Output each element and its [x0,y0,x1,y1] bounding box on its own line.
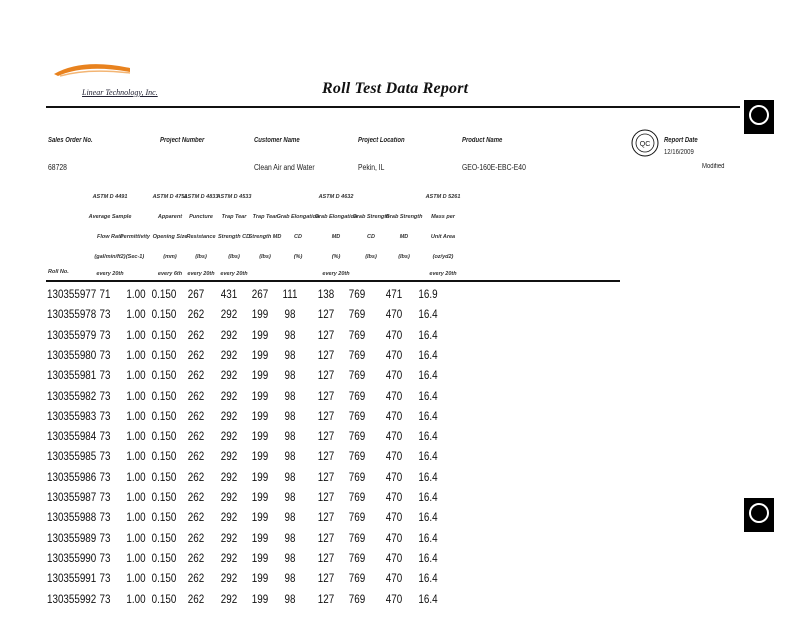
table-row [0,365,640,385]
roll-number-cell: 130355986 [47,469,97,484]
column-header-text: Mass per [431,214,455,220]
value-cell: 0.150 [151,327,177,342]
value-cell: 127 [317,490,335,504]
value-cell: 127 [317,388,335,403]
value-cell: 1.00 [126,550,146,565]
value-cell: 98 [284,510,296,525]
value-cell: 470 [385,347,403,362]
roll-number-cell: 130355981 [47,368,97,383]
value-cell: 199 [251,449,269,464]
column-header-text: every 6th [157,271,183,277]
value-cell: 127 [317,449,335,464]
value-cell: 292 [220,429,238,444]
value-cell: 470 [385,490,403,504]
value-cell: 0.150 [151,490,177,504]
table-row [0,487,640,507]
column-header-text: Flow Rate [97,234,123,240]
value-cell: 471 [385,287,403,301]
logo-swoosh-icon [52,56,132,78]
value-cell: 127 [317,347,335,362]
roll-number-cell: 130355979 [47,327,97,342]
value-cell: 1.00 [126,307,146,322]
product-label: Product Name [462,137,503,144]
value-cell: 262 [187,591,205,606]
value-cell: 199 [251,571,269,586]
value-cell: 769 [348,327,366,342]
roll-number-cell: 130355980 [47,347,97,362]
value-cell: 1.00 [126,510,146,525]
value-cell: 262 [187,307,205,322]
value-cell: 98 [284,388,296,403]
value-cell: 262 [187,550,205,565]
value-cell: 292 [220,591,238,606]
value-cell: 769 [348,388,366,403]
value-cell: 267 [187,287,205,301]
header-rule [46,280,620,282]
value-cell: 1.00 [126,287,146,301]
value-cell: 127 [317,327,335,342]
column-header-text: ASTM D 4632 [318,194,354,200]
value-cell: 16.4 [418,571,438,586]
roll-number-cell: 130355991 [47,571,97,586]
value-cell: 262 [187,571,205,586]
value-cell: 0.150 [151,388,177,403]
value-cell: 470 [385,368,403,383]
value-cell: 16.4 [418,307,438,322]
column-header-text: MD [331,234,341,240]
value-cell: 262 [187,388,205,403]
value-cell: 16.4 [418,510,438,525]
value-cell: 1.00 [126,571,146,586]
roll-number-cell: 130355984 [47,429,97,444]
value-cell: 127 [317,469,335,484]
value-cell: 470 [385,388,403,403]
sales-order-value: 68728 [48,163,67,172]
value-cell: 73 [99,327,111,342]
value-cell: 199 [251,408,269,423]
roll-number-cell: 130355983 [47,408,97,423]
column-header-text: Trap Tear [252,214,278,220]
report-date-value: 12/16/2009 [664,149,694,156]
value-cell: 73 [99,429,111,444]
value-cell: 73 [99,449,111,464]
column-header-text: ASTM D 5261 [425,194,461,200]
table-row [0,284,640,304]
column-header-text: Grab Elongation [276,214,320,220]
value-cell: 1.00 [126,347,146,362]
table-row [0,345,640,365]
value-cell: 16.9 [418,287,438,301]
value-cell: 292 [220,530,238,545]
sales-order-label: Sales Order No. [48,137,93,144]
value-cell: 16.4 [418,347,438,362]
report-date-label: Report Date [664,137,698,144]
value-cell: 73 [99,307,111,322]
value-cell: 199 [251,429,269,444]
value-cell: 16.4 [418,429,438,444]
value-cell: 267 [251,287,269,301]
table-row [0,589,640,609]
seal-text: QC [639,141,651,148]
product-value: GEO-160E-EBC-E40 [462,163,526,172]
table-row [0,325,640,345]
value-cell: 138 [317,287,335,301]
value-cell: 199 [251,591,269,606]
value-cell: 73 [99,530,111,545]
value-cell: 1.00 [126,388,146,403]
value-cell: 0.150 [151,368,177,383]
value-cell: 1.00 [126,429,146,444]
column-header-text: Permittivity [120,234,150,240]
value-cell: 199 [251,510,269,525]
value-cell: 73 [99,408,111,423]
column-header-text: every 20th [96,271,124,277]
value-cell: 98 [284,429,296,444]
value-cell: 1.00 [126,469,146,484]
value-cell: 0.150 [151,408,177,423]
column-header-text: Grab Elongation [314,214,358,220]
value-cell: 431 [220,287,238,301]
value-cell: 16.4 [418,469,438,484]
value-cell: 262 [187,490,205,504]
table-row [0,548,640,568]
value-cell: 73 [99,388,111,403]
value-cell: 199 [251,469,269,484]
column-header-text: MD [399,234,409,240]
value-cell: 262 [187,469,205,484]
value-cell: 292 [220,490,238,504]
value-cell: 73 [99,510,111,525]
value-cell: 98 [284,368,296,383]
roll-number-cell: 130355978 [47,307,97,322]
value-cell: 769 [348,530,366,545]
column-header-text: Unit Area [430,234,456,240]
table-row [0,406,640,426]
value-cell: 1.00 [126,368,146,383]
value-cell: 470 [385,469,403,484]
value-cell: 470 [385,327,403,342]
roll-number-cell: 130355987 [47,490,97,504]
value-cell: 16.4 [418,530,438,545]
value-cell: 0.150 [151,550,177,565]
column-header-text: Puncture [189,214,213,220]
column-header-text: every 20th [187,271,215,277]
value-cell: 127 [317,530,335,545]
value-cell: 0.150 [151,307,177,322]
nav-button-top[interactable] [744,100,774,134]
value-cell: 292 [220,449,238,464]
value-cell: 1.00 [126,490,146,504]
value-cell: 16.4 [418,327,438,342]
value-cell: 292 [220,307,238,322]
column-header-text: ASTM D 4533 [216,194,252,200]
column-header-text: CD [367,234,375,240]
value-cell: 470 [385,449,403,464]
roll-number-cell: 130355977 [47,287,97,301]
value-cell: 292 [220,571,238,586]
value-cell: 199 [251,327,269,342]
table-row [0,426,640,446]
column-header-text: (%) [331,254,341,260]
value-cell: 1.00 [126,591,146,606]
column-header-text: Strength MD [248,234,282,240]
report-title: Roll Test Data Report [322,80,469,97]
table-row [0,467,640,487]
value-cell: 262 [187,449,205,464]
column-header-text: ASTM D 4491 [92,194,128,200]
column-header-text: Strength CD [217,234,251,240]
value-cell: 262 [187,429,205,444]
value-cell: 0.150 [151,510,177,525]
table-row [0,507,640,527]
value-cell: 470 [385,571,403,586]
value-cell: 16.4 [418,591,438,606]
value-cell: 0.150 [151,530,177,545]
value-cell: 0.150 [151,469,177,484]
column-header-text: (lbs) [259,254,271,260]
value-cell: 199 [251,347,269,362]
value-cell: 98 [284,530,296,545]
table-row [0,528,640,548]
value-cell: 262 [187,368,205,383]
value-cell: 98 [284,347,296,362]
column-header-text: Trap Tear [221,214,247,220]
value-cell: 470 [385,510,403,525]
column-header-text: (Sec-1) [125,254,145,260]
company-name: Linear Technology, Inc. [82,88,158,97]
value-cell: 199 [251,550,269,565]
value-cell: 111 [282,287,298,301]
value-cell: 769 [348,347,366,362]
value-cell: 199 [251,388,269,403]
value-cell: 769 [348,510,366,525]
value-cell: 127 [317,571,335,586]
value-cell: 16.4 [418,388,438,403]
value-cell: 199 [251,530,269,545]
value-cell: 127 [317,307,335,322]
table-row [0,446,640,466]
value-cell: 98 [284,550,296,565]
value-cell: 98 [284,408,296,423]
value-cell: 769 [348,307,366,322]
location-value: Pekin, IL [358,163,385,172]
value-cell: 73 [99,347,111,362]
value-cell: 292 [220,347,238,362]
value-cell: 470 [385,591,403,606]
value-cell: 262 [187,327,205,342]
value-cell: 1.00 [126,449,146,464]
value-cell: 127 [317,368,335,383]
value-cell: 73 [99,368,111,383]
value-cell: 127 [317,408,335,423]
value-cell: 127 [317,510,335,525]
value-cell: 98 [284,449,296,464]
roll-number-cell: 130355990 [47,550,97,565]
column-header-text: Average Sample [88,214,132,220]
value-cell: 769 [348,490,366,504]
value-cell: 0.150 [151,591,177,606]
roll-number-cell: 130355985 [47,449,97,464]
title-rule [46,106,740,108]
value-cell: 73 [99,550,111,565]
value-cell: 1.00 [126,408,146,423]
column-header-text: CD [294,234,302,240]
roll-number-cell: 130355982 [47,388,97,403]
column-header-text: (%) [293,254,303,260]
value-cell: 262 [187,408,205,423]
column-header-text: (lbs) [195,254,207,260]
value-cell: 470 [385,550,403,565]
roll-number-cell: 130355988 [47,510,97,525]
value-cell: 0.150 [151,571,177,586]
value-cell: 292 [220,510,238,525]
column-header-text: Opening Size [152,234,188,240]
value-cell: 292 [220,408,238,423]
value-cell: 262 [187,347,205,362]
column-header-text: (lbs) [398,254,410,260]
table-row [0,304,640,324]
value-cell: 199 [251,368,269,383]
value-cell: 1.00 [126,530,146,545]
value-cell: 1.00 [126,327,146,342]
value-cell: 98 [284,307,296,322]
value-cell: 769 [348,550,366,565]
column-header-text: ASTM D 4751 [152,194,188,200]
column-header-text: every 20th [322,271,350,277]
value-cell: 292 [220,327,238,342]
value-cell: 769 [348,469,366,484]
table-row [0,568,640,588]
column-header-text: (mm) [163,254,177,260]
value-cell: 98 [284,469,296,484]
nav-button-bottom[interactable] [744,498,774,532]
project-number-label: Project Number [160,137,205,144]
value-cell: 769 [348,571,366,586]
customer-value: Clean Air and Water [254,163,315,172]
value-cell: 470 [385,429,403,444]
value-cell: 769 [348,408,366,423]
value-cell: 470 [385,307,403,322]
qc-seal-icon [630,128,660,158]
value-cell: 16.4 [418,449,438,464]
value-cell: 769 [348,429,366,444]
location-label: Project Location [358,137,405,144]
value-cell: 98 [284,571,296,586]
column-header-text: ASTM D 4833 [183,194,219,200]
roll-no-header: Roll No. [48,269,69,275]
roll-number-cell: 130355989 [47,530,97,545]
column-header-text: (lbs) [365,254,377,260]
value-cell: 73 [99,469,111,484]
value-cell: 0.150 [151,429,177,444]
modified-label: Modified [702,163,725,170]
column-header-text: (oz/yd2) [432,254,454,260]
value-cell: 262 [187,530,205,545]
value-cell: 199 [251,490,269,504]
value-cell: 292 [220,368,238,383]
customer-label: Customer Name [254,137,300,144]
value-cell: 0.150 [151,449,177,464]
value-cell: 0.150 [151,287,177,301]
value-cell: 73 [99,591,111,606]
column-header-text: Grab Strength [385,214,423,220]
value-cell: 769 [348,591,366,606]
roll-number-cell: 130355992 [47,591,97,606]
column-header-text: Resistance [186,234,216,240]
value-cell: 98 [284,327,296,342]
value-cell: 292 [220,469,238,484]
value-cell: 292 [220,550,238,565]
value-cell: 470 [385,408,403,423]
value-cell: 470 [385,530,403,545]
value-cell: 262 [187,510,205,525]
table-row [0,386,640,406]
column-header-text: Apparent [157,214,183,220]
value-cell: 292 [220,388,238,403]
value-cell: 16.4 [418,490,438,504]
value-cell: 73 [99,490,111,504]
value-cell: 127 [317,429,335,444]
value-cell: 769 [348,287,366,301]
value-cell: 98 [284,490,296,504]
value-cell: 769 [348,368,366,383]
column-header-text: every 20th [429,271,457,277]
column-header-text: (lbs) [228,254,240,260]
value-cell: 98 [284,591,296,606]
value-cell: 199 [251,307,269,322]
value-cell: 769 [348,449,366,464]
value-cell: 127 [317,550,335,565]
value-cell: 127 [317,591,335,606]
value-cell: 73 [99,571,111,586]
value-cell: 71 [99,287,111,301]
value-cell: 16.4 [418,550,438,565]
column-header-text: every 20th [220,271,248,277]
column-header-text: (gal/min/ft2) [94,254,126,260]
value-cell: 0.150 [151,347,177,362]
value-cell: 16.4 [418,408,438,423]
value-cell: 16.4 [418,368,438,383]
column-header-text: Grab Strength [352,214,390,220]
